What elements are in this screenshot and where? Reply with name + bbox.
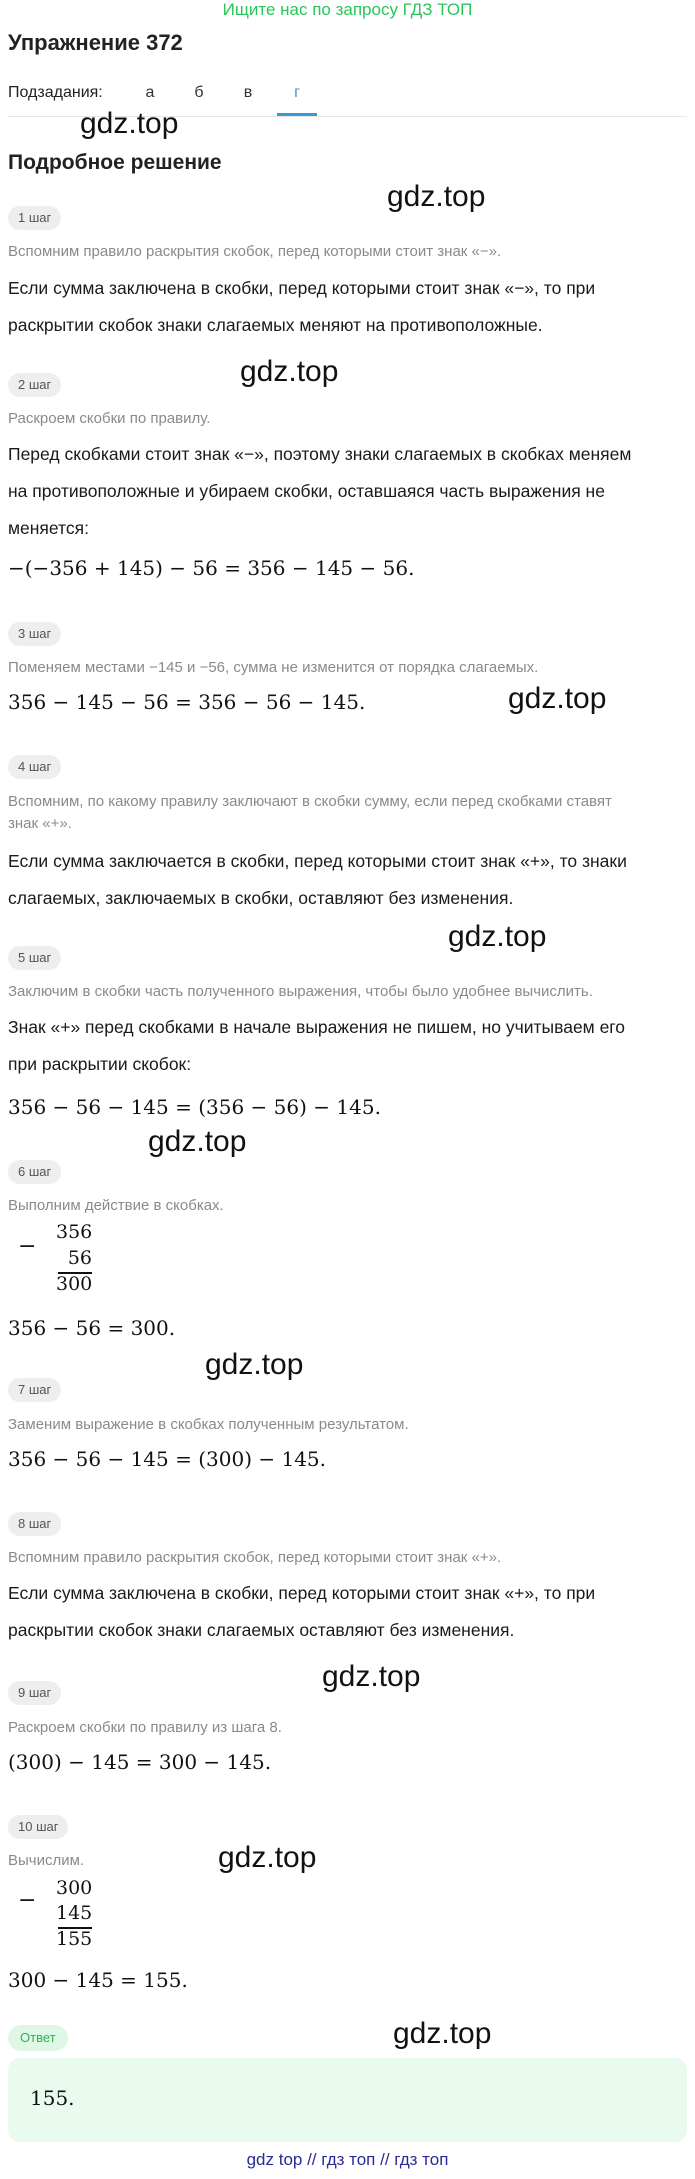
watermark: gdz.top (205, 1348, 304, 1381)
section-title: Подробное решение (8, 151, 222, 174)
watermark: gdz.top (448, 920, 547, 953)
watermark: gdz.top (148, 1125, 247, 1158)
step-badge: 1 шаг (8, 206, 61, 230)
watermark: gdz.top (322, 1660, 421, 1693)
step-badge: 5 шаг (8, 946, 61, 970)
step-hint: Выполним действие в скобках. (8, 1197, 224, 1214)
watermark: gdz.top (240, 355, 339, 388)
step-badge: 2 шаг (8, 373, 61, 397)
step-hint: Заменим выражение в скобках полученным результатом. (8, 1416, 409, 1433)
column-minus-sign: − (18, 1888, 37, 1913)
column-subtrahend: 56 (67, 1247, 92, 1269)
step-text: при раскрытии скобок: (8, 1054, 192, 1074)
step-text: слагаемых, заключаемых в скобки, оставляют без изменения. (8, 888, 514, 908)
step-hint: знак «+». (8, 815, 72, 832)
subtasks-label: Подзадания: (8, 84, 103, 101)
watermark: gdz.top (80, 107, 179, 140)
exercise-title: Упражнение 372 (8, 30, 183, 55)
step-hint: Вспомним правило раскрытия скобок, перед которыми стоит знак «+». (8, 1549, 502, 1566)
step-badge: 3 шаг (8, 622, 61, 646)
step-text: Если сумма заключена в скобки, перед которыми стоит знак «−», то при (8, 278, 596, 298)
subtask-tab-b[interactable]: б (194, 84, 204, 101)
answer-badge: Ответ (8, 2025, 68, 2051)
step-text: Если сумма заключается в скобки, перед которыми стоит знак «+», то знаки (8, 851, 627, 871)
step-text: меняется: (8, 518, 89, 538)
step-text: раскрытии скобок знаки слагаемых меняют на противоположные. (8, 315, 543, 335)
column-subtrahend: 145 (56, 1902, 93, 1924)
math-expression: −(−356 + 145) − 56 = 356 − 145 − 56. (8, 556, 415, 580)
math-expression: 356 − 56 = 300. (8, 1316, 176, 1340)
step-hint: Раскроем скобки по правилу из шага 8. (8, 1719, 282, 1736)
step-hint: Заключим в скобки часть полученного выражения, чтобы было удобнее вычислить. (8, 983, 593, 1000)
step-hint: Поменяем местами −145 и −56, сумма не изменится от порядка слагаемых. (8, 659, 539, 676)
step-badge: 8 шаг (8, 1512, 61, 1536)
step-text: на противоположные и убираем скобки, оставшаяся часть выражения не (8, 481, 605, 501)
step-badge: 7 шаг (8, 1378, 61, 1402)
math-expression: 356 − 145 − 56 = 356 − 56 − 145. (8, 690, 366, 714)
column-minuend: 300 (56, 1877, 93, 1899)
step-hint: Вычислим. (8, 1852, 85, 1869)
step-hint: Вспомним, по какому правилу заключают в скобки сумму, если перед скобками ставят (8, 793, 612, 810)
answer-value: 155. (30, 2086, 75, 2110)
watermark: gdz.top (387, 180, 486, 213)
step-badge: 4 шаг (8, 755, 61, 779)
subtask-tab-v[interactable]: в (243, 84, 253, 101)
step-badge: 6 шаг (8, 1160, 61, 1184)
column-result: 155 (56, 1928, 93, 1950)
math-expression: 356 − 56 − 145 = (356 − 56) − 145. (8, 1095, 381, 1119)
watermark: gdz.top (508, 682, 607, 715)
subtask-tab-a[interactable]: а (145, 84, 155, 101)
search-banner[interactable]: Ищите нас по запросу ГДЗ ТОП (222, 0, 473, 19)
subtask-tab-g[interactable]: г (294, 84, 300, 101)
watermark: gdz.top (393, 2017, 492, 2050)
math-expression: 356 − 56 − 145 = (300) − 145. (8, 1447, 326, 1471)
math-expression: (300) − 145 = 300 − 145. (8, 1750, 272, 1774)
step-text: Знак «+» перед скобками в начале выражения не пишем, но учитываем его (8, 1017, 626, 1037)
footer-links[interactable]: gdz top // гдз топ // гдз топ (246, 2150, 449, 2169)
math-expression: 300 − 145 = 155. (8, 1968, 188, 1992)
watermark: gdz.top (218, 1841, 317, 1874)
column-minuend: 356 (56, 1221, 93, 1243)
step-text: раскрытии скобок знаки слагаемых оставляют без изменения. (8, 1620, 515, 1640)
column-result: 300 (56, 1273, 93, 1295)
step-hint: Раскроем скобки по правилу. (8, 410, 211, 427)
step-text: Перед скобками стоит знак «−», поэтому знаки слагаемых в скобках меняем (8, 444, 632, 464)
step-badge: 9 шаг (8, 1681, 61, 1705)
step-hint: Вспомним правило раскрытия скобок, перед которыми стоит знак «−». (8, 243, 502, 260)
step-text: Если сумма заключена в скобки, перед которыми стоит знак «+», то при (8, 1583, 596, 1603)
answer-box (8, 2058, 687, 2142)
column-minus-sign: − (18, 1234, 37, 1259)
step-badge: 10 шаг (8, 1815, 68, 1839)
